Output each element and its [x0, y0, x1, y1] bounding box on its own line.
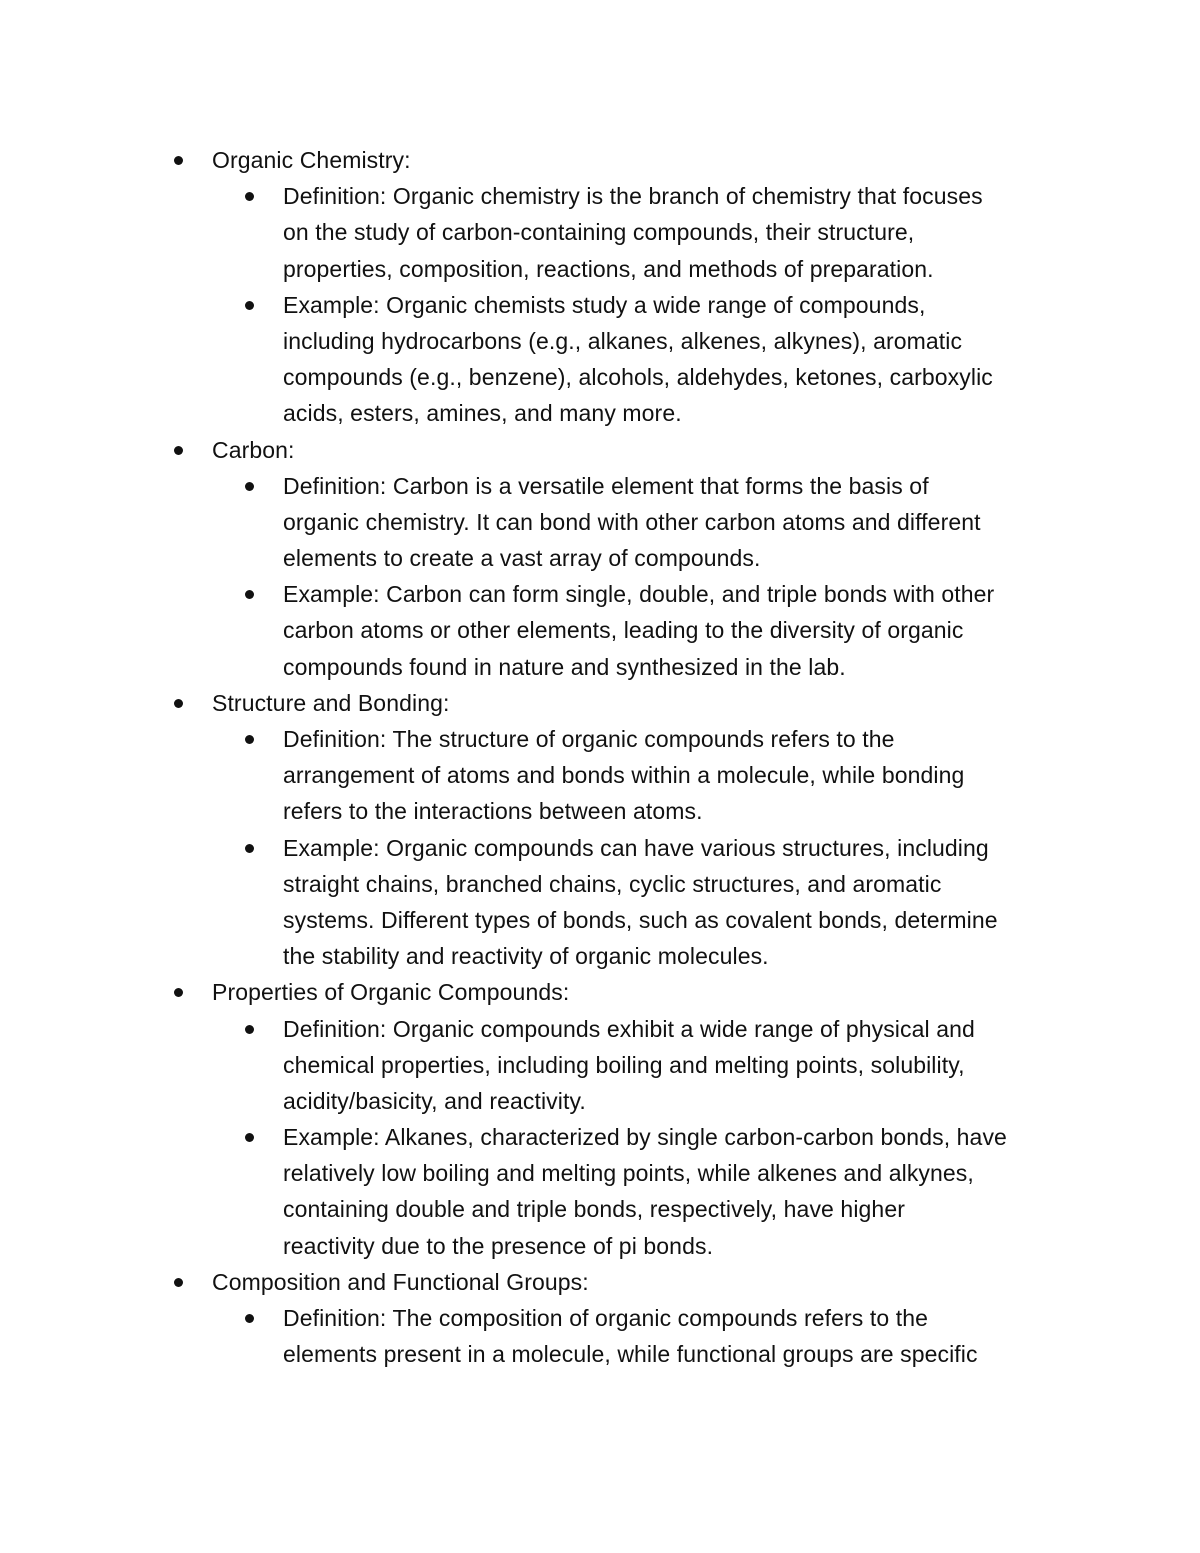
- example-line: [0, 902, 1200, 938]
- section-heading: [0, 685, 1200, 721]
- definition-item-text: Definition: The structure of organic compounds refers to the: [283, 726, 895, 752]
- bullet-icon: [245, 735, 254, 744]
- example-item-text: Example: Alkanes, characterized by single carbon-carbon bonds, have: [283, 1124, 1007, 1151]
- definition-line-text: organic chemistry. It can bond with other carbon atoms and different: [283, 508, 981, 535]
- example-line-text: carbon atoms or other elements, leading to the diversity of organic: [283, 617, 964, 644]
- definition-line: [0, 251, 1200, 287]
- definition-line: [0, 540, 1200, 576]
- bullet-icon: [174, 699, 183, 708]
- section-heading: [0, 1264, 1200, 1300]
- outline-list: [0, 142, 1200, 1372]
- definition-line-text: chemical properties, including boiling and melting points, solubility,: [283, 1051, 965, 1078]
- example-line: [0, 866, 1200, 902]
- example-line-text: containing double and triple bonds, respectively, have higher: [283, 1196, 905, 1223]
- bullet-icon: [245, 1133, 254, 1142]
- example-item: [0, 830, 1200, 866]
- definition-item: [0, 1011, 1200, 1047]
- example-item-text: Example: Organic chemists study a wide range of compounds,: [283, 291, 926, 318]
- example-item-text: Example: Organic compounds can have various structures, including: [283, 834, 989, 861]
- bullet-icon: [245, 590, 254, 599]
- section-heading-text: Structure and Bonding:: [212, 689, 450, 716]
- definition-item-text: Definition: The composition of organic compounds refers to the: [283, 1305, 929, 1331]
- definition-item-text: Definition: Carbon is a versatile element that forms the basis of: [283, 472, 929, 499]
- example-line: [0, 649, 1200, 685]
- section-heading-text: Organic Chemistry:: [212, 147, 411, 173]
- bullet-icon: [245, 482, 254, 491]
- example-line-text: reactivity due to the presence of pi bonds.: [283, 1232, 714, 1259]
- section-heading: [0, 432, 1200, 468]
- bullet-icon: [245, 301, 254, 310]
- definition-line-text: refers to the interactions between atoms.: [283, 798, 703, 825]
- definition-item: [0, 1300, 1200, 1336]
- section-heading-text: Carbon:: [212, 436, 295, 463]
- bullet-icon: [245, 1025, 254, 1034]
- definition-line: [0, 1336, 1200, 1372]
- definition-line-text: acidity/basicity, and reactivity.: [283, 1087, 586, 1114]
- example-line-text: relatively low boiling and melting points, while alkenes and alkynes,: [283, 1160, 974, 1187]
- section-heading: [0, 974, 1200, 1010]
- example-line: [0, 323, 1200, 359]
- bullet-icon: [174, 446, 183, 455]
- definition-line: [0, 1083, 1200, 1119]
- definition-item-text: Definition: Organic compounds exhibit a wide range of physical and: [283, 1015, 975, 1042]
- example-item: [0, 287, 1200, 323]
- example-line-text: acids, esters, amines, and many more.: [283, 400, 682, 427]
- example-line: [0, 395, 1200, 431]
- definition-line-text: elements to create a vast array of compounds.: [283, 545, 761, 572]
- definition-item: [0, 721, 1200, 757]
- bullet-icon: [245, 844, 254, 853]
- example-item: [0, 1119, 1200, 1155]
- example-line-text: compounds (e.g., benzene), alcohols, aldehydes, ketones, carboxylic: [283, 364, 993, 391]
- section-heading-text: Composition and Functional Groups:: [212, 1268, 589, 1295]
- example-line: [0, 1191, 1200, 1227]
- definition-line-text: arrangement of atoms and bonds within a molecule, while bonding: [283, 762, 965, 789]
- definition-item: [0, 468, 1200, 504]
- bullet-icon: [174, 988, 183, 997]
- example-line: [0, 938, 1200, 974]
- example-line-text: systems. Different types of bonds, such as covalent bonds, determine: [283, 906, 998, 933]
- bullet-icon: [174, 156, 183, 165]
- example-item-text: Example: Carbon can form single, double, and triple bonds with other: [283, 581, 995, 608]
- example-line: [0, 1228, 1200, 1264]
- example-line-text: including hydrocarbons (e.g., alkanes, alkenes, alkynes), aromatic: [283, 327, 963, 354]
- example-item: [0, 576, 1200, 612]
- example-line: [0, 612, 1200, 648]
- definition-line: [0, 1047, 1200, 1083]
- example-line: [0, 359, 1200, 395]
- example-line-text: straight chains, branched chains, cyclic structures, and aromatic: [283, 870, 942, 897]
- example-line-text: compounds found in nature and synthesized in the lab.: [283, 653, 846, 680]
- section-heading: [0, 142, 1200, 178]
- example-line: [0, 1155, 1200, 1191]
- section-heading-text: Properties of Organic Compounds:: [212, 979, 570, 1006]
- definition-line-text: on the study of carbon-containing compounds, their structure,: [283, 219, 915, 246]
- definition-line: [0, 793, 1200, 829]
- definition-item: [0, 178, 1200, 214]
- definition-item-text: Definition: Organic chemistry is the branch of chemistry that focuses: [283, 183, 983, 210]
- bullet-icon: [245, 1314, 254, 1323]
- definition-line: [0, 757, 1200, 793]
- bullet-icon: [245, 192, 254, 201]
- bullet-icon: [174, 1278, 183, 1287]
- definition-line: [0, 504, 1200, 540]
- definition-line: [0, 214, 1200, 250]
- definition-line-text: elements present in a molecule, while functional groups are specific: [283, 1341, 978, 1368]
- definition-line-text: properties, composition, reactions, and methods of preparation.: [283, 255, 934, 282]
- example-line-text: the stability and reactivity of organic molecules.: [283, 943, 769, 970]
